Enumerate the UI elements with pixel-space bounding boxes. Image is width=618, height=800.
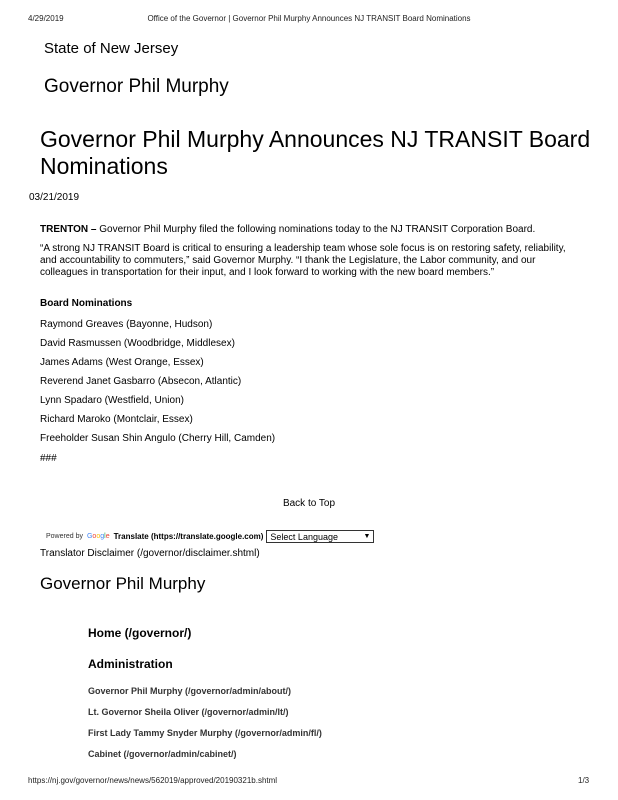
paragraph-1-text: Governor Phil Murphy filed the following nominations today to the NJ TRANSIT Corporation Board.: [96, 224, 536, 235]
nomination-item: Richard Maroko (Montclair, Essex): [40, 414, 193, 425]
nomination-item: Raymond Greaves (Bayonne, Hudson): [40, 319, 213, 330]
print-header-title: Office of the Governor | Governor Phil Murphy Announces NJ TRANSIT Board Nominations: [147, 14, 471, 23]
nomination-item: Reverend Janet Gasbarro (Absecon, Atlantic): [40, 376, 242, 387]
footer-nav-administration: Administration: [88, 657, 173, 671]
print-header-date: 4/29/2019: [28, 14, 64, 23]
google-logo: Google: [86, 533, 110, 540]
nomination-item: Freeholder Susan Shin Angulo (Cherry Hill, Camden): [40, 433, 276, 444]
footer-admin-link[interactable]: Governor Phil Murphy (/governor/admin/about/): [88, 686, 292, 696]
nomination-item: James Adams (West Orange, Essex): [40, 357, 204, 368]
dateline: TRENTON –: [40, 224, 97, 235]
translator-disclaimer-link[interactable]: Translator Disclaimer (/governor/disclaimer.shtml): [40, 548, 260, 559]
dropdown-arrow-icon: ▼: [363, 533, 371, 540]
article-paragraph-1: [40, 224, 585, 236]
article-date: 03/21/2019: [29, 192, 80, 203]
back-to-top-link[interactable]: Back to Top: [282, 498, 336, 509]
site-state-link[interactable]: State of New Jersey: [44, 40, 179, 57]
footer-admin-link[interactable]: Cabinet (/governor/admin/cabinet/): [88, 749, 237, 759]
print-footer-url: https://nj.gov/governor/news/news/562019/approved/20190321b.shtml: [28, 776, 278, 785]
nomination-item: Lynn Spadaro (Westfield, Union): [40, 395, 184, 406]
powered-by-label: Powered by: [46, 533, 83, 540]
footer-admin-link[interactable]: First Lady Tammy Snyder Murphy (/governor/admin/fl/): [88, 728, 322, 738]
footer-admin-link[interactable]: Lt. Governor Sheila Oliver (/governor/admin/lt/): [88, 707, 289, 717]
article-paragraph-2: “A strong NJ TRANSIT Board is critical to ensuring a leadership team whose sole focus is on restoring safety, reliability, and accountability to commuters,” said Governor Murphy. “I thank the Legislature, the Labor community, and our colleagues in transportation for their input, and I look forward to working with the new board members.”: [40, 243, 566, 278]
end-mark: ###: [40, 453, 57, 464]
footer-title: Governor Phil Murphy: [40, 574, 206, 593]
language-select-value: Select Language: [270, 531, 338, 542]
site-governor-link[interactable]: Governor Phil Murphy: [44, 76, 229, 97]
nomination-item: David Rasmussen (Woodbridge, Middlesex): [40, 338, 235, 349]
page-title: Governor Phil Murphy Announces NJ TRANSIT Board Nominations: [40, 126, 591, 179]
language-select[interactable]: [266, 530, 374, 543]
print-footer-page: 1/3: [578, 776, 590, 785]
translate-link[interactable]: Translate (https://translate.google.com): [113, 532, 264, 541]
translate-widget: [46, 530, 374, 543]
nominations-heading: Board Nominations: [40, 298, 133, 309]
footer-nav-home[interactable]: Home (/governor/): [88, 626, 192, 640]
